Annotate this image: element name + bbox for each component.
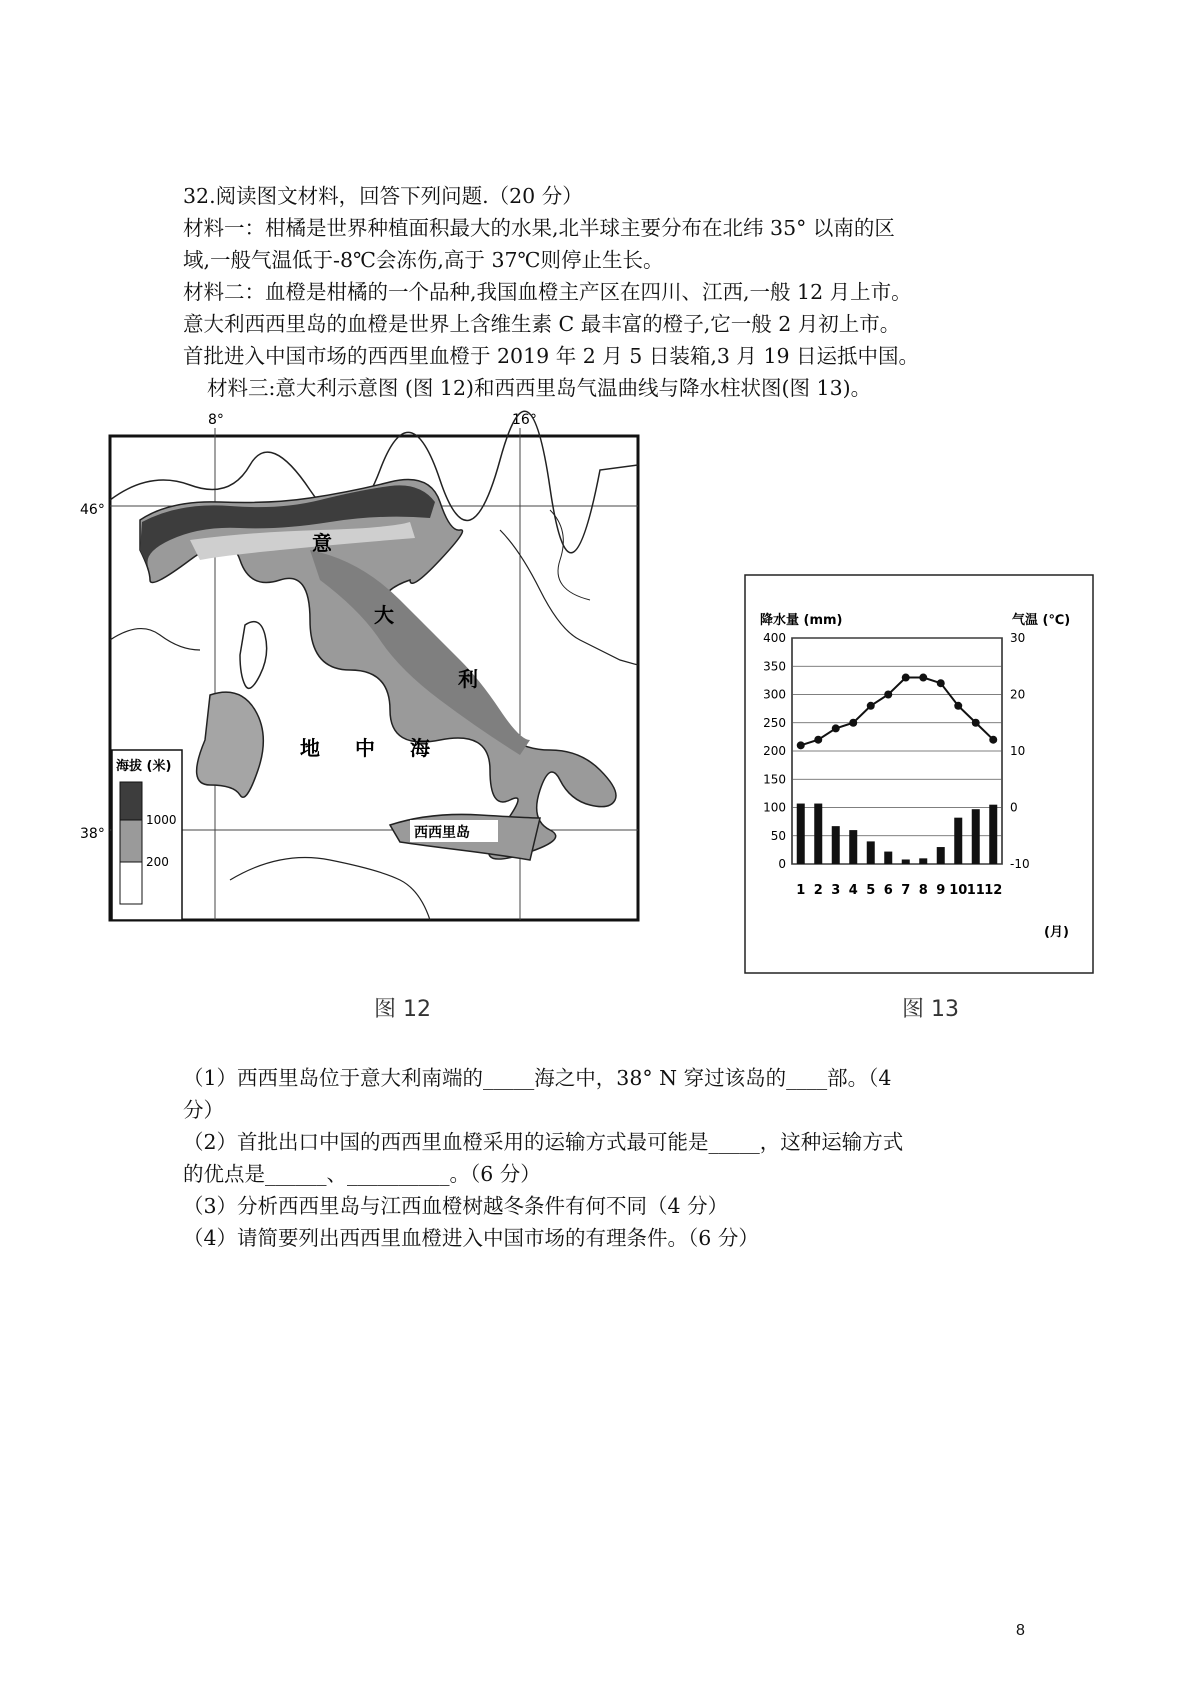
sea-label-di: 地 xyxy=(300,736,320,760)
material-1-line-2: 域,一般气温低于-8℃会冻伤,高于 37℃则停止生长。 xyxy=(183,248,664,272)
sub-questions xyxy=(183,1062,1043,1254)
material-2-line-2: 意大利西西里岛的血橙是世界上含维生素 C 最丰富的橙子,它一般 2 月初上市。 xyxy=(183,312,901,336)
precip-bar xyxy=(972,809,980,864)
sicily-label: 西西里岛 xyxy=(414,825,470,841)
precip-bar xyxy=(797,804,805,864)
lat-label-38: 38° xyxy=(80,826,105,842)
left-axis-label: 降水量 (mm) xyxy=(760,613,843,628)
precip-bar xyxy=(814,804,822,864)
italy-map xyxy=(80,410,680,970)
left-tick-label: 50 xyxy=(770,828,786,843)
precip-bar xyxy=(919,858,927,864)
sub-question-3: （3）分析西西里岛与江西血橙树越冬条件有何不同（4 分） xyxy=(183,1194,729,1218)
left-tick-label: 350 xyxy=(763,659,786,674)
month-tick-label: 3 xyxy=(831,883,841,898)
left-tick-label: 100 xyxy=(763,800,786,815)
precip-bar xyxy=(832,826,840,864)
temperature-point xyxy=(867,702,875,710)
chart-frame xyxy=(745,575,1093,973)
right-tick-label: 10 xyxy=(1010,744,1026,758)
sub-question-2-cont: 的优点是______、__________。（6 分） xyxy=(183,1162,541,1186)
month-tick-label: 1 xyxy=(796,883,806,898)
month-unit: (月) xyxy=(1044,925,1069,940)
temperature-point xyxy=(954,702,962,710)
month-tick-label: 8 xyxy=(918,883,928,898)
legend-swatch-low xyxy=(120,862,142,904)
left-tick-label: 150 xyxy=(763,772,786,787)
month-tick-label: 2 xyxy=(813,883,823,898)
left-tick-label: 250 xyxy=(763,715,786,730)
temperature-point xyxy=(849,719,857,727)
month-tick-label: 12 xyxy=(984,883,1003,898)
temperature-point xyxy=(832,724,840,732)
precip-bar xyxy=(867,841,875,864)
right-tick-label: -10 xyxy=(1010,857,1030,871)
temperature-point xyxy=(902,674,910,682)
left-tick-label: 300 xyxy=(763,687,786,702)
temperature-point xyxy=(797,741,805,749)
month-tick-label: 7 xyxy=(901,883,911,898)
sub-question-1: （1）西西里岛位于意大利南端的_____海之中，38° N 穿过该岛的____部。（4 xyxy=(183,1066,892,1090)
right-tick-label: 20 xyxy=(1010,687,1026,702)
precip-bar xyxy=(902,859,910,864)
precip-bar xyxy=(884,852,892,864)
precip-bar xyxy=(989,805,997,864)
map-legend xyxy=(112,750,182,920)
month-tick-label: 6 xyxy=(883,883,893,898)
temperature-point xyxy=(972,719,980,727)
month-tick-label: 4 xyxy=(848,883,858,898)
precip-bar xyxy=(849,830,857,864)
month-tick-label: 10 xyxy=(949,883,968,898)
material-2-line-3: 首批进入中国市场的西西里血橙于 2019 年 2 月 5 日装箱,3 月 19 日运抵中国。 xyxy=(183,344,920,368)
material-2-line-1: 材料二：血橙是柑橘的一个品种,我国血橙主产区在四川、江西,一般 12 月上市。 xyxy=(183,280,912,304)
country-label-yi: 意 xyxy=(312,531,332,555)
material-3: 材料三:意大利示意图 (图 12)和西西里岛气温曲线与降水柱状图(图 13)。 xyxy=(207,376,872,400)
chart-caption: 图 13 xyxy=(902,997,959,1022)
legend-swatch-high xyxy=(120,782,142,820)
temperature-point xyxy=(884,691,892,699)
temperature-point xyxy=(919,674,927,682)
month-tick-label: 5 xyxy=(866,883,876,898)
question-block xyxy=(183,180,1043,404)
right-tick-label: 30 xyxy=(1010,631,1026,645)
right-axis-label: 气温 (℃) xyxy=(1012,613,1071,628)
legend-title: 海拔 (米) xyxy=(116,759,172,774)
sea-label-zhong: 中 xyxy=(355,736,375,760)
month-tick-label: 9 xyxy=(936,883,946,898)
temperature-point xyxy=(937,679,945,687)
right-tick-label: 0 xyxy=(1010,800,1018,815)
left-tick-label: 200 xyxy=(763,744,786,758)
left-tick-label: 0 xyxy=(778,857,786,871)
lat-label-46: 46° xyxy=(80,502,105,518)
page-number: 8 xyxy=(1016,1622,1025,1639)
country-label-li: 利 xyxy=(458,667,478,691)
country-label-da: 大 xyxy=(374,603,394,627)
precip-bar xyxy=(937,847,945,864)
temperature-point xyxy=(989,736,997,744)
sea-label-hai: 海 xyxy=(410,736,430,760)
lon-label-16: 16° xyxy=(512,412,537,428)
legend-value-1000: 1000 xyxy=(146,813,177,827)
temperature-point xyxy=(814,736,822,744)
climate-chart xyxy=(744,574,1094,974)
sub-question-2: （2）首批出口中国的西西里血橙采用的运输方式最可能是_____，这种运输方式 xyxy=(183,1130,904,1154)
left-tick-label: 400 xyxy=(763,631,786,645)
precip-bar xyxy=(954,818,962,864)
sub-question-4: （4）请简要列出西西里血橙进入中国市场的有理条件。（6 分） xyxy=(183,1226,759,1250)
legend-value-200: 200 xyxy=(146,855,169,869)
map-caption: 图 12 xyxy=(374,997,431,1022)
sub-question-1-cont: 分） xyxy=(183,1098,224,1122)
month-tick-label: 11 xyxy=(966,883,985,898)
material-1-line-1: 材料一：柑橘是世界种植面积最大的水果,北半球主要分布在北纬 35° 以南的区 xyxy=(183,216,895,240)
lon-label-8: 8° xyxy=(208,412,224,428)
legend-swatch-mid xyxy=(120,820,142,862)
question-title: 32.阅读图文材料，回答下列问题.（20 分） xyxy=(183,184,583,208)
